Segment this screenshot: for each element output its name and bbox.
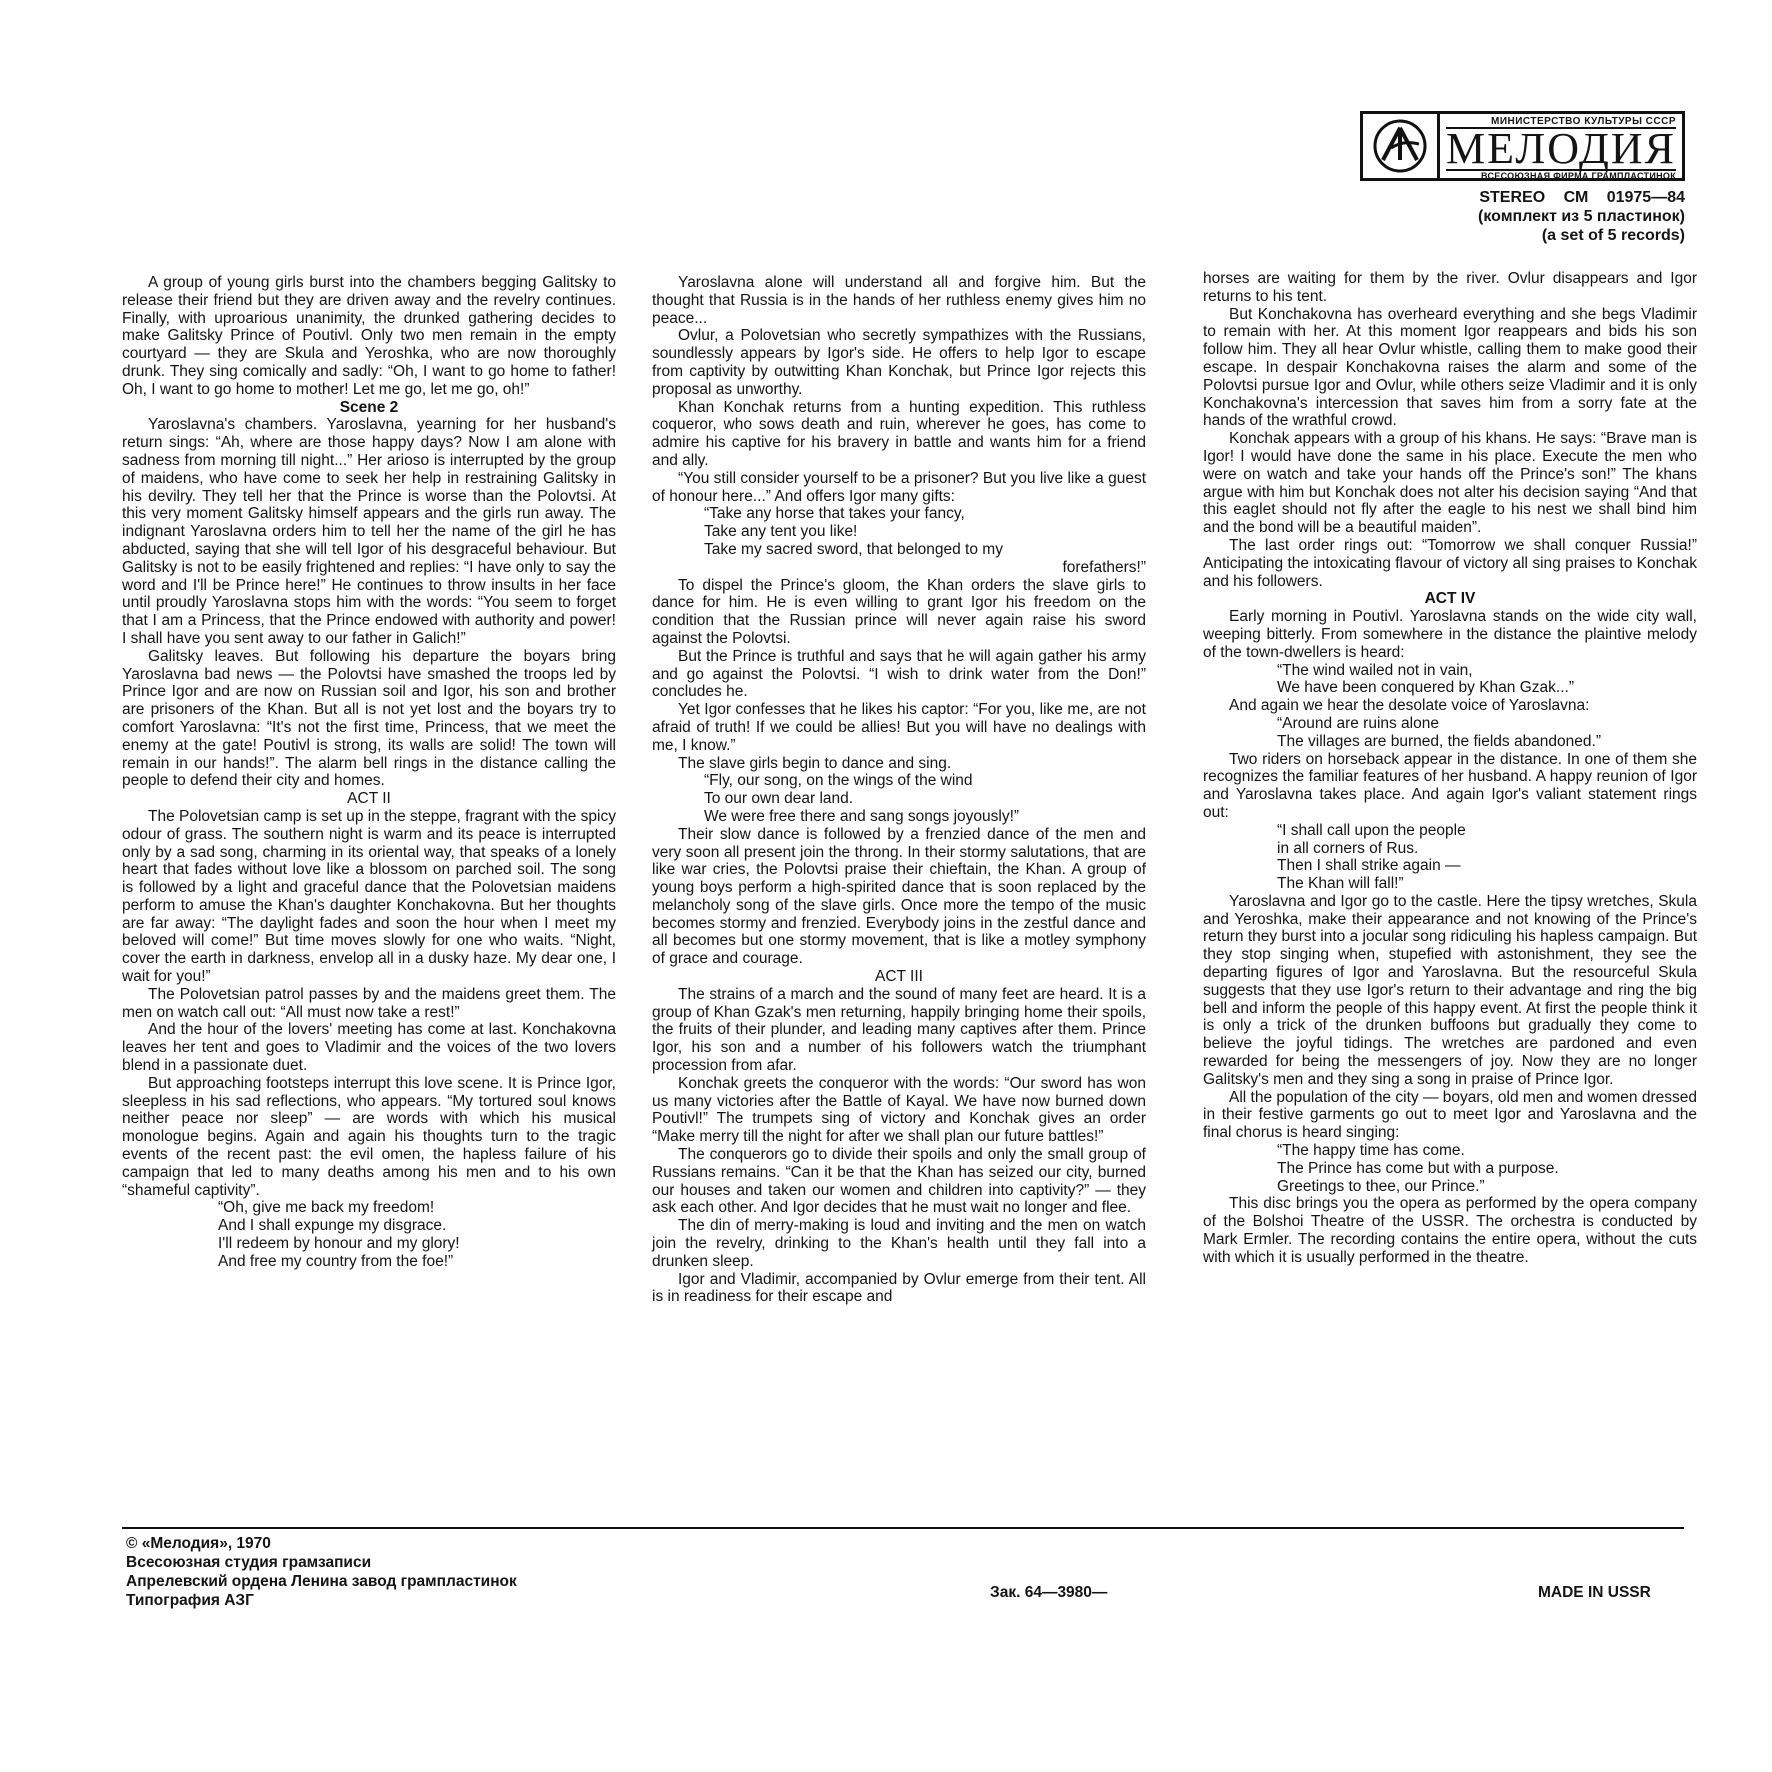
- footer-credits: [126, 1534, 517, 1610]
- paragraph: The conquerors go to divide their spoils and only the small group of Russians remains. “Can it be that the Khan has seized our city, burned our houses and taken our women and children into captivity?” — they ask each other. And Igor decides that he must wait no longer and flee.: [652, 1146, 1146, 1217]
- paragraph: Yaroslavna and Igor go to the castle. Here the tipsy wretches, Skula and Yeroshka, make their appearance and not knowing of the Prince's return they burst into a jocular song ridiculing his hapless campaign. But they stop singing when, stupefied with astonishment, they see the departing figures of Igor and Yaroslavna. But the resourceful Skula suggests that they use Igor's return to their advantage and ring the big bell and inform the people of this happy event. At first the people think it is only a trick of the drunken buffoons but gradually they come to believe the joyful tidings. The wretches are pardoned and even rewarded for being the messengers of joy. Now they are no longer Galitsky's men and they sing a song in praise of Prince Igor.: [1203, 892, 1697, 1088]
- verse-line: Take my sacred sword, that belonged to my: [704, 540, 1003, 558]
- verse-line: “Take any horse that takes your fancy,: [704, 505, 965, 523]
- paragraph: The last order rings out: “Tomorrow we shall conquer Russia!” Anticipating the intoxicating flavour of victory all sing praises to Konchak and his followers.: [1203, 536, 1697, 590]
- studio: Всесоюзная студия грамзаписи: [126, 1554, 372, 1571]
- verse-line: Take any tent you like!: [704, 523, 858, 541]
- paragraph: The Polovetsian patrol passes by and the maidens greet them. The men on watch call out: “All must now take a rest!”: [122, 985, 616, 1021]
- paragraph: “You still consider yourself to be a prisoner? But you live like a guest of honour here...” And offers Igor many gifts:: [652, 469, 1146, 505]
- paragraph: The slave girls begin to dance and sing.: [678, 754, 952, 772]
- paragraph: Two riders on horseback appear in the distance. In one of them she recognizes the familiar features of her husband. A happy reunion of Igor and Yaroslavna takes place. And again Igor's valiant statement rings out:: [1203, 750, 1697, 821]
- paragraph: And again we hear the desolate voice of Yaroslavna:: [1229, 697, 1590, 715]
- logo-firm: ВСЕСОЮЗНАЯ ФИРМА ГРАМПЛАСТИНОК: [1446, 169, 1676, 181]
- paragraph: Igor and Vladimir, accompanied by Ovlur emerge from their tent. All is in readiness for their escape and: [652, 1270, 1146, 1306]
- set-en: (a set of 5 records): [1541, 227, 1685, 244]
- verse-line: forefathers!”: [1062, 558, 1146, 576]
- verse-line: We were free there and sang songs joyously!”: [704, 807, 1020, 825]
- paragraph: To dispel the Prince's gloom, the Khan orders the slave girls to dance for him. He is even willing to grant Igor his freedom on the condition that the Russian prince will never again raise his sword against the Polovtsi.: [652, 576, 1146, 647]
- paragraph: All the population of the city — boyars, old men and women dressed in their festive garments go out to meet Igor and Yaroslavna and the final chorus is heard singing:: [1203, 1088, 1697, 1142]
- paragraph: This disc brings you the opera as performed by the opera company of the Bolshoi Theatre of the USSR. The orchestra is conducted by Mark Ermler. The recording contains the entire opera, without the cuts with which it is usually performed in the theatre.: [1203, 1195, 1697, 1266]
- paragraph: Yaroslavna's chambers. Yaroslavna, yearning for her husband's return sings: “Ah, where are those happy days? Now I am alone with sadness from morning till night...” Her arioso is interrupted by the group of maidens, who have come to seek her help in restraining Galitsky in his devilry. They tell her that the Prince is worse than the Polovtsi. At this very moment Galitsky himself appears and the girls run away. The indignant Yaroslavna orders him to tell her the name of the girl he has abducted, saying that she will tell Igor of his desgraceful behaviour. But Galitsky is not to be easily frightened and replies: “I have only to say the word and I'll be Prince here!” He continues to throw insults in her face until proudly Yaroslavna stops him with the words: “You seem to forget that I am a Princess, that the Prince endowed with authority and power! I shall have you sent away to our father in Galich!”: [122, 416, 616, 647]
- set-ru: (комплект из 5 пластинок): [1478, 208, 1685, 225]
- verse-line: Then I shall strike again —: [1277, 857, 1461, 875]
- verse-line: The Khan will fall!”: [1277, 875, 1404, 893]
- paragraph: horses are waiting for them by the river. Ovlur disappears and Igor returns to his tent.: [1203, 270, 1697, 305]
- text-column-3: [1203, 270, 1697, 1267]
- paragraph: Galitsky leaves. But following his departure the boyars bring Yaroslavna bad news — the Polovtsi have smashed the troops led by Prince Igor and are now on Russian soil and Igor, his son and brother are prisoners of the Khan. But all is not yet lost and the boyars try to comfort Yaroslavna: “It's not the first time, Princess, that we meet the enemy at the gate! Poutivl is strong, its walls are solid! The town will remain in our hands!”. The alarm bell rings in the distance calling the people to defend their city and homes.: [122, 647, 616, 790]
- text-column-1: [122, 274, 616, 1271]
- verse-line: And I shall expunge my disgrace.: [218, 1217, 447, 1235]
- paragraph: Yet Igor confesses that he likes his captor: “For you, like me, are not afraid of truth! If we could be allies! But you will have no dealings with me, I know.”: [652, 701, 1146, 754]
- catalog-info: [1360, 188, 1685, 245]
- paragraph: A group of young girls burst into the chambers begging Galitsky to release their friend but they are driven away and the revelry continues. Finally, with uproarious unanimity, the drunked gathering decides to make Galitsky Prince of Poutivl. Only two men remain in the empty courtyard — they are Skula and Yeroshka, who are now thoroughly drunk. They sing comically and sadly: “Oh, I want to go home to father! Oh, I want to go home to mother! Let me go, let me go, oh!”: [122, 274, 616, 398]
- verse-line: “The happy time has come.: [1277, 1142, 1465, 1160]
- verse-line: We have been conquered by Khan Gzak...”: [1277, 679, 1574, 697]
- paragraph: The strains of a march and the sound of many feet are heard. It is a group of Khan Gzak's men returning, happily bringing home their spoils, the fruits of their plunder, and leading many captives after them. Prince Igor, his son and a number of his followers watch the triumphant procession from afar.: [652, 985, 1146, 1075]
- printer: Типография АЗГ: [126, 1592, 254, 1609]
- section-heading: ACT IV: [1424, 590, 1476, 608]
- paragraph: Ovlur, a Polovetsian who secretly sympathizes with the Russians, soundlessly appears by Igor's side. He offers to help Igor to escape from captivity by outwitting Khan Konchak, but Prince Igor rejects this proposal as unworthy.: [652, 327, 1146, 398]
- verse-line: “Fly, our song, on the wings of the wind: [704, 772, 973, 790]
- verse-line: To our own dear land.: [704, 790, 854, 808]
- plant: Апрелевский ордена Ленина завод грампластинок: [126, 1573, 517, 1590]
- verse-line: “Around are ruins alone: [1277, 714, 1439, 732]
- verse-line: Greetings to thee, our Prince.”: [1277, 1177, 1485, 1195]
- logo-brand: МЕЛОДИЯ: [1446, 124, 1676, 173]
- paragraph: The din of merry-making is loud and inviting and the men on watch join the revelry, drinking to the Khan's health until they fall into a drunken sleep.: [652, 1217, 1146, 1270]
- paragraph: Khan Konchak returns from a hunting expedition. This ruthless coqueror, who sows death and ruin, wherever he goes, has come to admire his captive for his bravery in battle and wants him for a friend and ally.: [652, 398, 1146, 469]
- paragraph: The Polovetsian camp is set up in the steppe, fragrant with the spicy odour of grass. The southern night is warm and its peace is interrupted only by a sad song, charming in its oriental way, that speaks of a lonely heart that fades without love like a blossom on parched soil. The song is followed by a light and graceful dance that the Polovetsian maidens perform to amuse the Khan's daughter Konchakovna. But her thoughts are far away: “The daylight fades and soon the hour when I meet my beloved will come!” But time moves slowly for one who waits. “Night, cover the earth in darkness, envelop all in a dusky haze. My dear one, I wait for you!”: [122, 807, 616, 986]
- paragraph: But approaching footsteps interrupt this love scene. It is Prince Igor, sleepless in his sad reflections, who appears. “My tortured soul knows neither peace nor sleep” — are words with which his musical monologue begins. Again and again his thoughts turn to the tragic events of the recent past: the evil omen, the hapless failure of his campaign that led to many deaths among his men and to his own “shameful captivity”.: [122, 1074, 616, 1199]
- verse-line: The Prince has come but with a purpose.: [1277, 1159, 1559, 1177]
- paragraph: Konchak appears with a group of his khans. He says: “Brave man is Igor! I would have done the same in his place. Execute the men who were on watch and take your hands off the Prince's son!” The khans argue with him but Konchak does not alter his decision saying “And that this eaglet should not fly after the eagle to his nest we shall bind him and the bond will be a beautiful maiden”.: [1203, 430, 1697, 537]
- verse-line: “The wind wailed not in vain,: [1277, 661, 1473, 679]
- paragraph: Early morning in Poutivl. Yaroslavna stands on the wide city wall, weeping bitterly. From somewhere in the distance the plaintive melody of the town-dwellers is heard:: [1203, 608, 1697, 661]
- melodiya-logo: [1360, 111, 1685, 181]
- verse-line: The villages are burned, the fields abandoned.”: [1277, 732, 1601, 750]
- section-heading: ACT II: [347, 790, 391, 808]
- paragraph: But Konchakovna has overheard everything and she begs Vladimir to remain with her. At this moment Igor reappears and bids his son follow him. They all hear Ovlur whistle, calling them to make good their escape. In despair Konchakovna raises the alarm and some of the Polovtsi pursue Igor and Ovlur, while others seize Vladimir and it is only Konchakovna's intercession that saves him from a sorry fate at the hands of the wrathful crowd.: [1203, 305, 1697, 430]
- copyright: © «Мелодия», 1970: [126, 1535, 271, 1552]
- verse-line: “I shall call upon the people: [1277, 821, 1466, 839]
- verse-line: “Oh, give me back my freedom!: [218, 1199, 435, 1217]
- section-heading: Scene 2: [339, 398, 399, 416]
- paragraph: Konchak greets the conqueror with the words: “Our sword has won us many victories after the Battle of Kayal. We have now burned down Poutivl!” The trumpets sing of victory and Konchak gives an order “Make merry till the night for after we shall plan our future battles!”: [652, 1074, 1146, 1146]
- paragraph: Their slow dance is followed by a frenzied dance of the men and very soon all present join the throng. In their stormy salutations, that are like war cries, the Polovtsi praise their chieftain, the Khan. A group of young boys perform a high-spirited dance that is soon replaced by the melancholy song of the slave girls. Once more the tempo of the music becomes stormy and frenzied. Everybody joins in the zestful dance and all becomes but one stormy movement, that is like a motley symphony of grace and courage.: [652, 825, 1146, 968]
- paragraph: And the hour of the lovers' meeting has come at last. Konchakovna leaves her tent and goes to Vladimir and the voices of the two lovers blend in a passionate duet.: [122, 1021, 616, 1075]
- text-column-2: [652, 274, 1146, 1306]
- verse-line: And free my country from the foe!”: [218, 1252, 454, 1270]
- verse-line: I'll redeem by honour and my glory!: [218, 1235, 460, 1253]
- paragraph: Yaroslavna alone will understand all and forgive him. But the thought that Russia is in the hands of her ruthless enemy gives him no peace...: [652, 274, 1146, 327]
- catalog-number: СМ 01975—84: [1563, 189, 1685, 206]
- made-in: MADE IN USSR: [1538, 1584, 1651, 1601]
- paragraph: But the Prince is truthful and says that he will again gather his army and go against the Polovtsi. “I wish to drink water from the Don!” concludes he.: [652, 647, 1146, 701]
- stereo-label: STEREO: [1479, 189, 1546, 206]
- verse-line: in all corners of Rus.: [1277, 839, 1419, 857]
- section-heading: ACT III: [875, 968, 923, 986]
- footer-divider: [122, 1527, 1684, 1529]
- melodiya-emblem-icon: [1363, 114, 1440, 178]
- logo-ministry: МИНИСТЕРСТВО КУЛЬТУРЫ СССР: [1446, 116, 1676, 129]
- order-number: Зак. 64—3980—: [990, 1584, 1108, 1601]
